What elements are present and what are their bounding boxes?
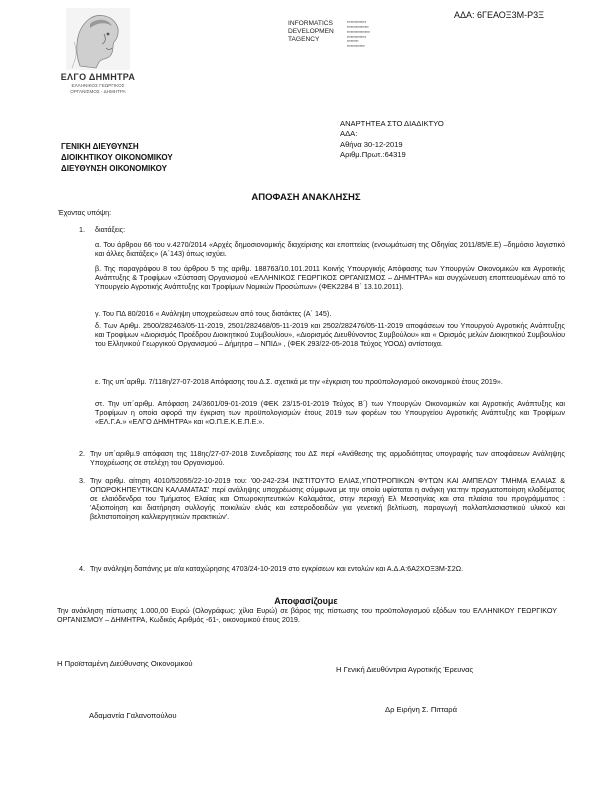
header-left-line-1: ΓΕΝΙΚΗ ΔΙΕΥΘΥΝΣΗ xyxy=(61,142,139,151)
ada-code: ΑΔΑ: 6ΓΕΑΟΞ3Μ-Ρ3Ξ xyxy=(453,10,544,20)
item-4-number: 4. xyxy=(79,564,85,573)
decision-text: Την ανάκληση πίστωσης 1.000,00 Ευρώ (Ολογράφως: χίλια Ευρώ) σε βάρος της πίστωσης του προϋπολογισμού εξόδων του ΕΛΛΗΝΙΚΟΥ ΓΕΩΡΓΙΚΟΥ ΟΡΓΑΝΙΣΜΟΥ – ΔΗΜΗΤΡΑ, Κωδικός Αριθμός -61-, οικονομικού έτους 2019. xyxy=(57,606,557,624)
item-1-d: δ. Των Αριθμ. 2500/282463/05-11-2019, 2501/282468/05-11-2019 και 2502/282476/05-11-2019 αποφάσεων του Υπουργού Αγροτικής Ανάπτυξης και Τροφίμων «Διορισμός Προέδρου Διοικητικού Συμβουλίου», «Διορισμός Διευθύνοντος Συμβούλου» και « Ορισμός μελών Διοικητικού Συμβουλίου του Ελληνικού Γεωργικού Οργανισμού – Δήμητρα – ΝΠΙΔ» , (ΦΕΚ 293/22-05-2018 Τεύχος ΥΟΟΔ) αντίστοιχα. xyxy=(95,321,565,348)
item-1-number: 1. xyxy=(79,225,85,234)
item-1-f: στ. Την υπ΄αριθμ. Απόφαση 24/3601/09-01-2019 (ΦΕΚ 23/15-01-2019 Τεύχος Β΄) των Υπουργών Οικονομικών και Αγροτικής Ανάπτυξης και Τροφίμων η οποία αφορά την έγκριση των προϋπολογισμών έτους 2019 των φορέων του Υπουργείου Αγροτικής Ανάπτυξης και Τροφίμων «ΕΛ.Γ.Α.» «ΕΛΓΟ ΔΗΜΗΤΡΑ» και «Ο.Π.Ε.Κ.Ε.Π.Ε.». xyxy=(95,399,565,426)
logo-subtitle-2: ΟΡΓΑΝΙΣΜΟΣ - ΔΗΜΗΤΡΑ xyxy=(70,88,126,94)
ada-label: ΑΔΑ: xyxy=(340,129,358,139)
item-1-c: γ. Του ΠΔ 80/2016 « Ανάληψη υποχρεώσεων από τους διατάκτες (Α΄ 145). xyxy=(95,309,332,318)
issuing-department xyxy=(61,142,173,174)
item-1-e: ε. Της υπ΄αριθμ. 7/118η/27-07-2018 Απόφασης του Δ.Σ. σχετικά με την «έγκριση του προϋπολογισμού οικονομικού έτους 2019». xyxy=(95,377,503,386)
header-left-line-2: ΔΙΟΙΚΗΤΙΚΟΥ ΟΙΚΟΝΟΜΙΚΟΥ xyxy=(61,152,173,162)
protocol-number: Αριθμ.Πρωτ.:64319 xyxy=(340,149,406,159)
document-date: Αθήνα 30-12-2019 xyxy=(340,139,403,149)
publish-note: ΑΝΑΡΤΗΤΕΑ ΣΤΟ ΔΙΑΔΙΚΤΥΟ xyxy=(340,119,444,128)
item-1-label: διατάξεις: xyxy=(95,225,126,234)
intro-text: Έχοντας υπόψη: xyxy=(58,208,112,217)
item-2-number: 2. xyxy=(79,449,85,458)
informatics-agency-block xyxy=(288,20,334,44)
item-1-b: β. Της παραγράφου 8 του άρθρου 5 της αριθμ. 188763/10.101.2011 Κοινής Υπουργικής Απόφασης των Υπουργών Οικονομικών και Αγροτικής Ανάπτυξης & Τροφίμων «Σύσταση Οργανισμού «ΕΛΛΗΝΙΚΟΣ ΓΕΩΡΓΙΚΟΣ ΟΡΓΑΝΙΣΜΟΣ – ΔΗΜΗΤΡΑ» και συγχώνευση εποπτευομένων από το Υπουργείο Αγροτικής Ανάπτυξης και Τροφίμων Νομικών Προσώπων» (ΦΕΚ2284 Β΄ 13.10.2011). xyxy=(95,264,565,291)
elgo-logo xyxy=(50,8,146,94)
decision-heading: Αποφασίζουμε xyxy=(274,596,338,606)
right-signatory-name: Δρ Ειρήνη Σ. Πιτταρά xyxy=(385,705,458,714)
item-4-text: Την ανάληψη δαπάνης με α/α καταχώρησης 4703/24-10-2019 στο εγκρίσεων και εντολών και Α.Δ.Α:6Α2ΧΟΞ3Μ-Σ2Ω. xyxy=(90,564,464,573)
item-3-text: Την αριθμ. αίτηση 4010/52055/22-10-2019 του: '00-242-234 ΙΝΣΤΙΤΟΥΤΟ ΕΛΙΑΣ,ΥΠΟΤΡΟΠΙΚΩΝ ΦΥΤΩΝ ΚΑΙ ΑΜΠΕΛΟΥ ΤΜΗΜΑ ΕΛΑΙΑΣ & ΟΠΩΡΟΚΗΠΕΥΤΙΚΩΝ ΚΑΛΑΜΑΤΑΣ' περί ανάληψης υποχρέωσης σύμφωνα με την οποία υφίσταται η ανάγκη για:την πραγματοποίηση κλαδέματος σε ελαιόδενδρα του Τμήματος Ελαίας και Οπωροκηπευτικών Καλαμάτας, στην περιοχή Ελ Μεσσηνίας και στα πλαίσια του προγράμματος : 'Αξιοποίηση και διατήρηση συλλογής ποικιλιών ελιάς και εστεροδοειδών για γενετική βελτίωση, παραγωγή πολλαπλασιαστικού υλικού και βελτιστοποίηση καλλιεργητικών πρακτικών'. xyxy=(90,476,565,521)
demeter-head-icon xyxy=(66,8,130,70)
left-signatory-name: Αδαμαντία Γαλανοπούλου xyxy=(89,711,177,720)
document-title: ΑΠΟΦΑΣΗ ΑΝΑΚΛΗΣΗΣ xyxy=(251,192,361,203)
document-meta xyxy=(340,119,444,160)
informatics-line-2: DEVELOPMEN xyxy=(288,27,334,35)
item-1-a: α. Του άρθρου 66 του ν.4270/2014 «Αρχές δημοσιονομικής διαχείρισης και εποπτείας (ενσωμάτωση της Οδηγίας 2011/85/Ε.Ε) –δημόσιο λογιστικό και άλλες διατάξεις» (Α΄143) όπως ισχύει. xyxy=(95,240,565,258)
informatics-line-1: INFORMATICS xyxy=(288,20,333,27)
informatics-line-3: TAGENCY xyxy=(288,35,320,43)
header-left-line-3: ΔΙΕΥΘΥΝΣΗ ΟΙΚΟΝΟΜΙΚΟΥ xyxy=(61,163,167,173)
left-signatory-role: Η Προϊσταμένη Διεύθυνσης Οικονομικού xyxy=(57,659,193,668)
item-3-number: 3. xyxy=(79,476,85,485)
right-signatory-role: Η Γενική Διευθύντρια Αγροτικής Έρευνας xyxy=(336,665,474,674)
logo-name: ΕΛΓΟ ΔΗΜΗΤΡΑ xyxy=(60,72,136,82)
item-2-text: Την υπ΄αριθμ.9 απόφαση της 118ης/27-07-2018 Συνεδρίασης του ΔΣ περί «Ανάθεσης της αρμοδιότητας υπογραφής των αποφάσεων Ανάληψης Υποχρέωσης σε στελέχη του Οργανισμού. xyxy=(90,449,565,467)
logo-subtitle-1: ΕΛΛΗΝΙΚΟΣ ΓΕΩΡΓΙΚΟΣ xyxy=(71,83,125,89)
signature-fine-print: ▪▪▪▪▪▪▪▪▪▪▪▪▪▪▪ ▪▪▪▪▪▪▪▪▪▪▪▪▪▪▪▪▪ ▪▪▪▪▪▪▪▪▪▪▪▪▪▪▪▪▪▪ ▪▪▪▪▪▪▪▪▪▪▪▪▪▪▪ ▪▪▪▪▪▪▪▪▪ ▪▪▪▪▪▪▪▪▪▪▪▪▪▪ xyxy=(347,20,370,49)
